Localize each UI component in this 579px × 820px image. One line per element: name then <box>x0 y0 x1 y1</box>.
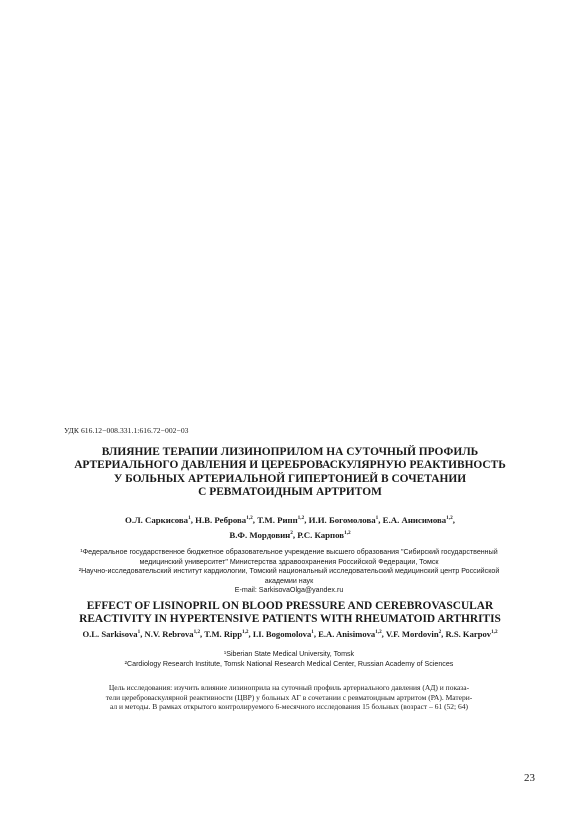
author-separator: , <box>304 515 309 525</box>
author-name: Р.С. Карпов <box>297 529 345 540</box>
author-separator: , <box>441 629 446 639</box>
author-name: Н.В. Реброва <box>195 515 247 525</box>
author-affiliation-mark: 1,2 <box>297 515 305 522</box>
authors-line <box>60 513 520 528</box>
authors-en <box>60 628 520 640</box>
author-separator: , <box>190 515 196 525</box>
author-affiliation-mark: 2 <box>290 529 293 536</box>
author-affiliation-mark: 1,2 <box>193 629 201 636</box>
author-affiliation-mark: 1 <box>137 629 141 636</box>
author-separator: , <box>200 629 205 639</box>
author-name: Е.А. Анисимова <box>382 515 447 525</box>
author-separator: , <box>292 529 298 540</box>
author-separator: , <box>248 629 253 639</box>
author-affiliation-mark: 1 <box>311 629 314 636</box>
author-affiliation-mark: 1,2 <box>491 629 498 636</box>
author-name: В.Ф. Мордовин <box>229 529 291 540</box>
author-affiliation-mark: 2 <box>438 629 442 636</box>
affiliation-line: ²Научно-исследовательский институт кардиологии, Томский национальный исследовательский медицинский центр Российской <box>78 567 500 576</box>
title-line: REACTIVITY IN HYPERTENSIVE PATIENTS WITH RHEUMATOID ARTHRITIS <box>79 613 501 626</box>
affiliation-line: медицинский университет" Министерства здравоохранения Российской Федерации, Томск <box>139 557 439 566</box>
author-affiliation-mark: 1,2 <box>344 529 351 536</box>
author-affiliation-mark: 1,2 <box>246 515 253 522</box>
affiliation-line: ²Cardiology Research Institute, Tomsk National Research Medical Center, Russian Academy of Sciences <box>124 660 454 668</box>
author-separator: , <box>252 515 258 525</box>
author-separator: , <box>378 515 383 525</box>
udk-code: УДК 616.12−008.331.1:616.72−002−03 <box>64 426 189 435</box>
author-name: Т.М. Рипп <box>257 515 298 525</box>
article-title-en <box>60 600 520 627</box>
author-affiliation-mark: 1,2 <box>446 515 453 522</box>
author-affiliation-mark: 1 <box>188 515 191 522</box>
author-separator: , <box>140 629 145 639</box>
abstract-line: Цель исследования: изучить влияние лизиноприла на суточный профиль артериального давления (АД) и показа- <box>108 683 470 692</box>
affiliation-line: ¹Федеральное государственное бюджетное образовательное учреждение высшего образования "Сибирский государственный <box>80 548 498 556</box>
author-name: О.Л. Саркисова <box>125 515 189 525</box>
author-name: V.F. Mordovin <box>385 629 439 639</box>
author-name: N.V. Rebrova <box>144 629 194 639</box>
page-number: 23 <box>524 772 535 784</box>
abstract <box>70 683 508 712</box>
title-line: EFFECT OF LISINOPRIL ON BLOOD PRESSURE AND CEREBROVASCULAR <box>86 600 494 612</box>
title-line: С РЕВМАТОИДНЫМ АРТРИТОМ <box>198 486 382 499</box>
article-title-ru <box>60 446 520 500</box>
author-name: I.I. Bogomolova <box>252 629 312 639</box>
email: E-mail: SarkisovaOlga@yandex.ru <box>234 586 344 595</box>
affiliations-en <box>66 649 512 669</box>
abstract-line: ал и методы. В рамках открытого контролируемого 6-месячного исследования 15 больных (возраст – 61 (52; 64) <box>109 702 469 712</box>
author-affiliation-mark: 1 <box>375 515 379 522</box>
author-separator: , <box>313 629 319 639</box>
affiliations-ru <box>66 548 512 596</box>
authors-ru <box>60 513 520 542</box>
title-line: АРТЕРИАЛЬНОГО ДАВЛЕНИЯ И ЦЕРЕБРОВАСКУЛЯРНУЮ РЕАКТИВНОСТЬ <box>74 459 506 472</box>
author-name: T.M. Ripp <box>204 629 243 639</box>
affiliation-line: ¹Siberian State Medical University, Tomsk <box>223 650 355 658</box>
title-line: У БОЛЬНЫХ АРТЕРИАЛЬНОЙ ГИПЕРТОНИЕЙ В СОЧЕТАНИИ <box>113 472 467 485</box>
author-name: R.S. Karpov <box>445 629 492 639</box>
author-separator: , <box>381 629 386 639</box>
title-line: ВЛИЯНИЕ ТЕРАПИИ ЛИЗИНОПРИЛОМ НА СУТОЧНЫЙ ПРОФИЛЬ <box>101 446 479 458</box>
abstract-line: тели цереброваскулярной реактивности (ЦВР) у больных АГ в сочетании с ревматоидным артритом (РА). Матери- <box>105 692 473 702</box>
author-separator: , <box>452 515 455 525</box>
author-name: E.A. Anisimova <box>318 629 376 639</box>
author-name: O.L. Sarkisova <box>82 629 138 639</box>
author-affiliation-mark: 1,2 <box>242 629 249 636</box>
authors-line <box>60 528 520 543</box>
author-affiliation-mark: 1,2 <box>375 629 382 636</box>
author-name: И.И. Богомолова <box>308 515 376 525</box>
affiliation-line: академии наук <box>264 576 314 585</box>
authors-line <box>60 628 520 640</box>
